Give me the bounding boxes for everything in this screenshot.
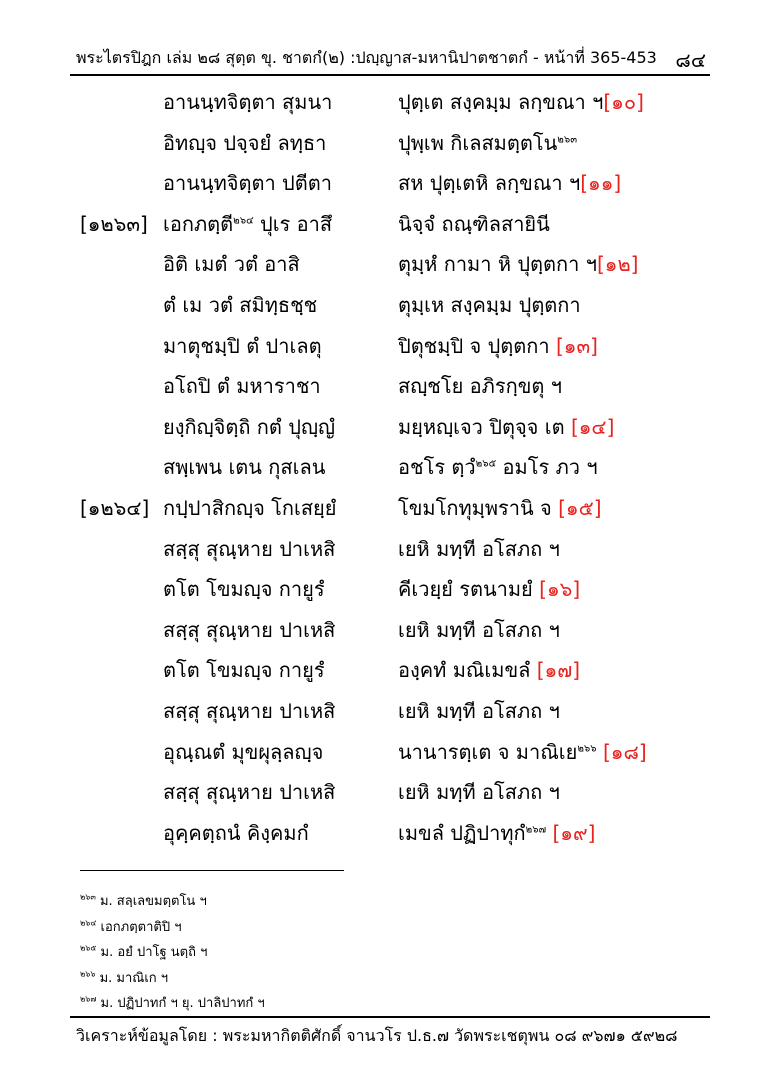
footnote-reference: ๒๖๓ <box>557 133 578 145</box>
verse-line <box>0 330 770 370</box>
paragraph-number: [๑๒๖๔] <box>80 496 150 520</box>
footnote-number: ๒๖๗ <box>80 994 97 1004</box>
verse-second-half-text: สญฺชโย อภิรกฺขตุ ฯ <box>398 374 562 399</box>
verse-marker: [๑๙] <box>552 820 596 845</box>
verse-second-half-text: สห ปุตฺเตหิ ลกฺขณา ฯ <box>398 171 581 196</box>
verse-second-half-text: อชโร ตฺวํ <box>398 455 476 480</box>
verse-first-half <box>163 451 325 483</box>
verse-second-half-text: มยฺหญฺเจว ปิตุจฺจ เต <box>398 414 571 439</box>
verse-second-half-text: เยหิ มทฺที อโสภถ ฯ <box>398 699 560 723</box>
footnote-reference: ๒๖๗ <box>525 824 547 836</box>
verse-line <box>0 86 770 126</box>
verse-line <box>0 695 770 735</box>
verse-first-half-text: ตโต โขมญฺจ กายูรํ <box>163 577 325 602</box>
verse-line <box>0 289 770 329</box>
verse-second-half <box>398 370 562 402</box>
footnote-reference: ๒๖๔ <box>233 215 254 227</box>
verse-marker: [๑๗] <box>536 658 581 683</box>
verse-second-half-text: นานารตฺเต จ มาณิเย <box>398 739 578 764</box>
verse-first-half-text: ตํ เม วตํ สมิทฺธชฺช <box>163 293 318 317</box>
verse-line <box>0 208 770 248</box>
verse-first-half <box>163 736 323 768</box>
footnote-text: ม. ปฏิปาทกํ ฯ ยุ. ปาลิปาทกํ ฯ <box>100 996 265 1011</box>
verse-first-half-text: อุคฺคตฺถนํ คิงฺคมกํ <box>163 820 309 845</box>
footnote-number: ๒๖๕ <box>80 943 97 953</box>
verse-first-half-text: อุณฺณตํ มุขผุลฺลญฺจ <box>163 739 324 764</box>
verse-first-half <box>163 208 332 240</box>
verse-second-half-text: นิจฺจํ ถณฺฑิลสายินี <box>398 211 550 236</box>
verse-first-half <box>163 370 321 402</box>
verse-second-half <box>398 654 580 686</box>
verse-second-half-text: ปิตุชมฺปิ จ ปุตฺตกา <box>398 333 556 358</box>
verse-second-half <box>398 736 647 768</box>
verse-first-half <box>163 411 335 443</box>
verse-line <box>0 167 770 207</box>
verse-line <box>0 654 770 694</box>
verse-second-half-text: ปุพฺเพ กิเลสมตฺตโน <box>398 130 558 155</box>
verse-second-half-text: คีเวยฺยํ รตนามยํ <box>398 577 540 602</box>
verse-first-half <box>163 573 325 605</box>
verse-first-half-text: ยงฺกิญฺจิตฺถิ กตํ ปุญฺญํ <box>163 414 336 439</box>
footnote-divider <box>80 870 344 871</box>
footnote-text: เอกภตฺตาติปิ ฯ <box>100 919 182 935</box>
footnote-number: ๒๖๓ <box>80 892 96 902</box>
verse-first-half <box>163 614 335 646</box>
verse-line <box>0 776 770 816</box>
verse-first-half-text: ตโต โขมญฺจ กายูรํ <box>163 658 325 683</box>
footnote-text: ม. สลฺเลขมตฺตโน ฯ <box>99 894 207 909</box>
verse-first-half <box>163 533 335 565</box>
verse-marker: [๑๓] <box>555 333 598 358</box>
verse-marker: [๑๑] <box>580 171 622 196</box>
verse-line <box>0 817 770 857</box>
header-title: พระไตรปิฎก เล่ม ๒๘ สุตฺต ขุ. ชาตกํ(๒) :ปญฺญาส-มหานิปาตชาตกํ - หน้าที่ 365-453 <box>76 48 657 67</box>
verse-first-half-text: สสฺสุ สุณฺหาย ปาเหสิ <box>163 780 336 805</box>
verse-line <box>0 533 770 573</box>
verse-second-half-text: เมขลํ ปฏิปาทุกํ <box>398 820 526 845</box>
verse-marker: [๑๐] <box>603 90 644 114</box>
verse-first-half-tail: ปุเร อาสึ <box>253 211 333 236</box>
page-header <box>70 40 710 76</box>
verse-marker: [๑๒] <box>596 252 639 277</box>
verse-marker: [๑๔] <box>570 414 615 439</box>
verse-second-half-text: โขมโกทุมฺพรานิ จ <box>398 496 559 520</box>
verse-second-half <box>398 533 560 565</box>
verse-first-half <box>163 86 332 118</box>
verse-second-half <box>398 614 560 646</box>
footnote <box>80 967 168 989</box>
verse-second-half-text: เยหิ มทฺที อโสภถ ฯ <box>398 536 560 561</box>
verse-first-half-text: สสฺสุ สุณฺหาย ปาเหสิ <box>163 699 336 723</box>
verse-first-half <box>163 127 326 159</box>
verse-second-half <box>398 248 638 280</box>
page-footer <box>70 1016 710 1045</box>
verse-first-half-text: สสฺสุ สุณฺหาย ปาเหสิ <box>163 617 336 642</box>
verse-line <box>0 451 770 491</box>
verse-second-half <box>398 208 550 240</box>
verse-second-half-text: ตุมฺหํ กามา หิ ปุตฺตกา ฯ <box>398 252 597 277</box>
verse-second-half <box>398 86 644 118</box>
verse-line <box>0 411 770 451</box>
footnote <box>80 890 207 912</box>
verse-second-half <box>398 451 598 483</box>
verse-first-half-text: มาตุชมฺปิ ตํ ปาเลตุ <box>163 333 322 358</box>
verse-second-half <box>398 411 614 443</box>
verse-first-half <box>163 289 317 321</box>
verse-line <box>0 127 770 167</box>
verse-first-half <box>163 330 322 362</box>
verse-first-half-text: กปฺปาสิกญฺจ โกเสยฺยํ <box>163 496 337 520</box>
paragraph-number: [๑๒๖๓] <box>80 211 148 236</box>
verse-first-half-text: อโถปิ ตํ มหาราชา <box>163 374 321 399</box>
verse-first-half-text: เอกภตฺตี <box>163 211 234 236</box>
verse-second-half-text: เยหิ มทฺที อโสภถ ฯ <box>398 617 560 642</box>
verse-first-half-text: อิทญฺจ ปจฺจยํ ลทฺธา <box>163 130 327 155</box>
verse-second-half-text: ตุมฺเห สงฺคมฺม ปุตฺตกา <box>398 293 581 317</box>
verse-first-half <box>163 654 325 686</box>
verse-second-half-text: องฺคทํ มณิเมขลํ <box>398 658 537 683</box>
verse-second-half-text: ปุตฺเต สงฺคมฺม ลกฺขณา ฯ <box>398 90 604 114</box>
verse-marker: [๑๕] <box>558 496 602 520</box>
verse-first-half <box>163 167 332 199</box>
verse-second-half <box>398 167 621 199</box>
footnote-reference: ๒๖๖ <box>577 742 597 754</box>
verse-second-half <box>398 776 560 808</box>
verse-second-half <box>398 492 602 524</box>
footer-text: วิเคราะห์ข้อมูลโดย : พระมหากิตติศักดิ์ จานวโร ป.ธ.๗ วัดพระเชตุพน ๐๘ ๙๖๗๑ ๕๙๒๘ <box>76 1026 678 1045</box>
verse-line <box>0 573 770 613</box>
verse-first-half <box>163 776 335 808</box>
verse-first-half <box>163 248 300 280</box>
verse-line <box>0 370 770 410</box>
footnote-text: ม. อยํ ปาโฐ นตฺถิ ฯ <box>100 945 208 960</box>
verse-second-half <box>398 289 581 321</box>
verse-marker: [๑๖] <box>539 577 581 602</box>
footnote <box>80 992 265 1014</box>
verse-first-half <box>163 492 337 524</box>
footnote <box>80 941 207 963</box>
verse-first-half-text: สพฺเพน เตน กุสเลน <box>163 455 326 480</box>
verse-second-half <box>398 330 598 362</box>
footnote-text: ม. มาณิเก ฯ <box>99 970 169 986</box>
verse-first-half-text: อิติ เมตํ วตํ อาสิ <box>163 252 300 277</box>
verse-first-half-text: อานนฺทจิตฺตา สุมนา <box>163 90 333 114</box>
footnote-number: ๒๖๔ <box>80 918 97 928</box>
verse-first-half <box>163 695 335 727</box>
verse-first-half-text: สสฺสุ สุณฺหาย ปาเหสิ <box>163 536 336 561</box>
page-number: ๘๔ <box>675 48 706 72</box>
verse-line <box>0 248 770 288</box>
verse-second-half <box>398 573 580 605</box>
verse-line <box>0 492 770 532</box>
verse-first-half <box>163 817 309 849</box>
footnote-reference: ๒๖๕ <box>475 458 497 470</box>
verse-line <box>0 736 770 776</box>
footnote-number: ๒๖๖ <box>80 969 96 979</box>
verse-second-half <box>398 695 560 727</box>
verse-line <box>0 614 770 654</box>
verse-first-half-text: อานนฺทจิตฺตา ปตีตา <box>163 171 332 196</box>
verse-second-half <box>398 817 595 849</box>
verse-marker: [๑๘] <box>602 739 647 764</box>
verse-second-half-text: เยหิ มทฺที อโสภถ ฯ <box>398 780 560 805</box>
verse-second-half-tail: อมโร ภว ฯ <box>496 455 598 480</box>
verse-second-half <box>398 127 577 159</box>
footnote <box>80 916 182 938</box>
